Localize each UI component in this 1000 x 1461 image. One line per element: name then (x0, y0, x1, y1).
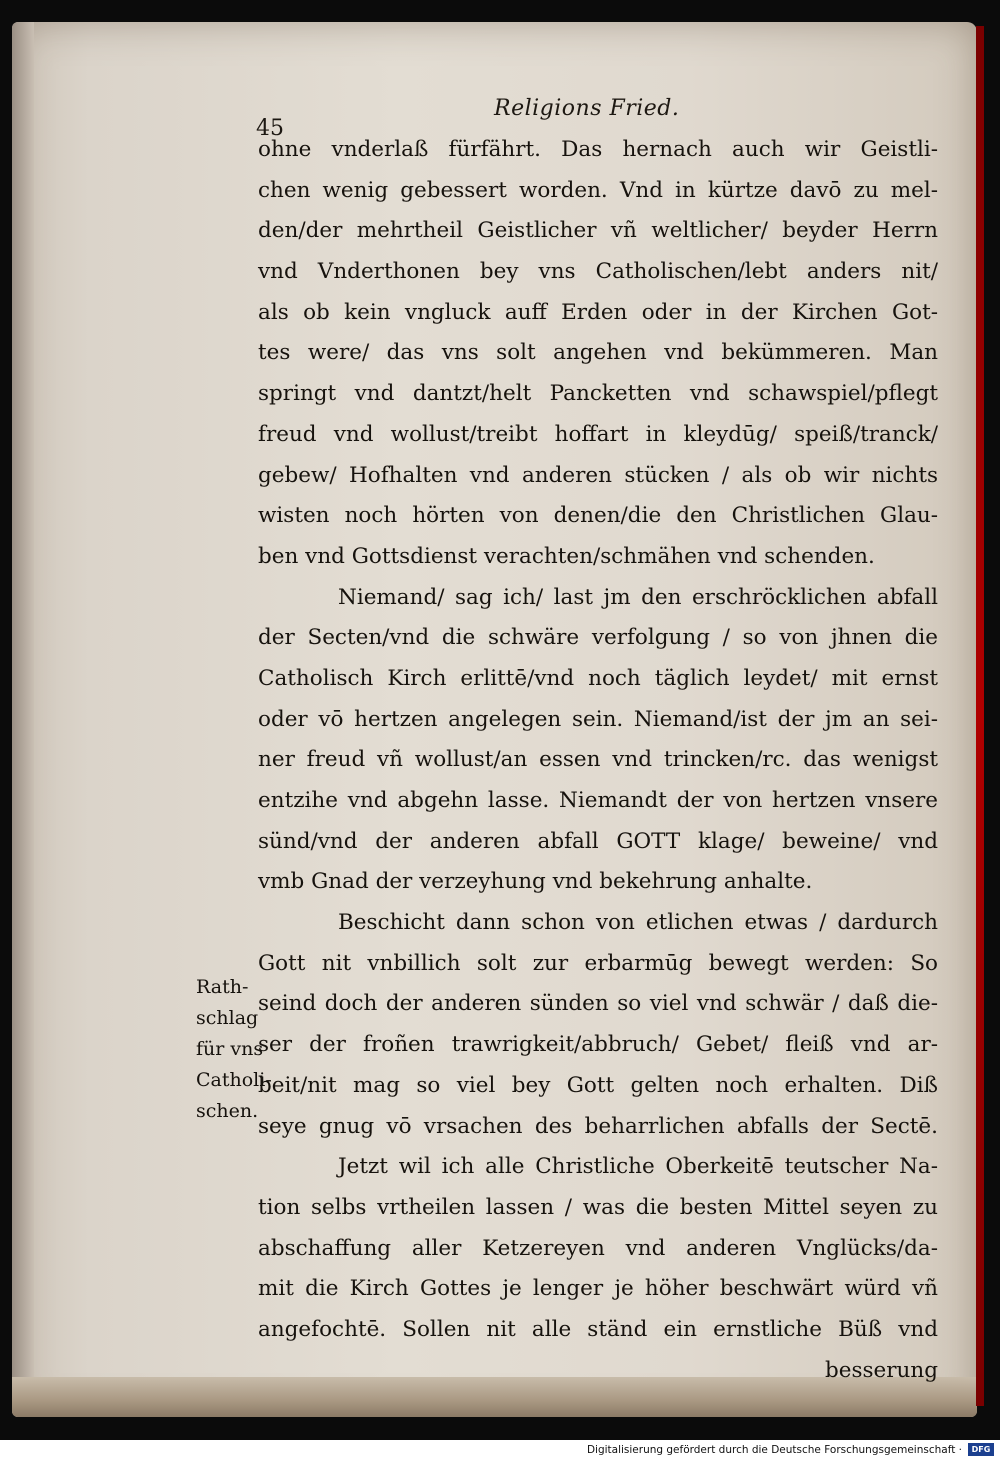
text-line: vnd Vnderthonen bey vns Catholischen/lebt anders nit/ (258, 259, 938, 285)
text-line: seind doch der anderen sünden so viel vnd schwär / daß die- (258, 991, 938, 1017)
text-line: Gott nit vnbillich solt zur erbarmūg bewegt werden: So (258, 950, 938, 976)
footer-bar (0, 1440, 1000, 1461)
page-header (244, 78, 934, 141)
marginal-line: schen. (196, 1100, 259, 1122)
main-text (258, 130, 938, 1391)
dfg-logo: DFG (968, 1443, 994, 1456)
text-line: Catholisch Kirch erlittē/vnd noch täglich leydet/ mit ernst (258, 665, 938, 691)
text-line: ben vnd Gottsdienst verachten/schmähen vnd schenden. (258, 543, 875, 569)
page-number: 45 (256, 116, 284, 141)
text-line: entzihe vnd abgehn lasse. Niemandt der von hertzen vnsere (258, 788, 938, 813)
text-line: freud vnd wollust/treibt hoffart in kleydūg/ speiß/tranck/ (258, 421, 938, 447)
funding-credit: Digitalisierung gefördert durch die Deutsche Forschungsgemeinschaft · (586, 1444, 962, 1456)
text-line: vmb Gnad der verzeyhung vnd bekehrung anhalte. (258, 869, 813, 895)
text-line: beit/nit mag so viel bey Gott gelten noch erhalten. Diß (258, 1072, 938, 1098)
catchword: besserung (824, 1357, 938, 1383)
text-line: Jetzt wil ich alle Christliche Oberkeitē teutscher Na- (338, 1154, 938, 1180)
page-left-edge (12, 22, 34, 1417)
text-line: oder vō hertzen angelegen sein. Niemand/ist der jm an sei- (258, 706, 938, 732)
text-line: tes were/ das vns solt angehen vnd bekümmeren. Man (258, 340, 938, 366)
marginal-line: schlag (196, 1007, 259, 1029)
text-line: ner freud vñ wollust/an essen vnd trincken/rc. das wenigst (258, 747, 938, 773)
text-line: abschaffung aller Ketzereyen vnd anderen Vnglücks/da- (258, 1235, 938, 1261)
text-line: der Secten/vnd die schwäre verfolgung / so von jhnen die (258, 625, 938, 651)
text-line: tion selbs vrtheilen lassen / was die besten Mittel seyen zu (258, 1194, 938, 1220)
text-line: Beschicht dann schon von etlichen etwas / dardurch (338, 910, 938, 936)
text-line: chen wenig gebessert worden. Vnd in kürtze davō zu mel- (258, 177, 938, 203)
text-line: mit die Kirch Gottes je lenger je höher beschwärt würd vñ (258, 1276, 938, 1302)
text-line: als ob kein vngluck auff Erden oder in der Kirchen Got- (258, 299, 938, 325)
running-head: Religions Fried. (494, 96, 680, 121)
text-line: Niemand/ sag ich/ last jm den erschröcklichen abfall (338, 584, 938, 610)
marginal-note (196, 972, 286, 1127)
text-line: springt vnd dantzt/helt Pancketten vnd schawspiel/pflegt (258, 381, 938, 407)
text-line: seye gnug vō vrsachen des beharrlichen abfalls der Sectē. (258, 1113, 938, 1139)
marginal-line: für vns (196, 1038, 264, 1060)
text-line: wisten noch hörten von denen/die den Christlichen Glau- (258, 503, 938, 529)
text-line: ser der froñen trawrigkeit/abbruch/ Gebet/ fleiß vnd ar- (258, 1032, 938, 1058)
text-line: ohne vnderlaß fürfährt. Das hernach auch wir Geistli- (258, 137, 938, 162)
marginal-line: Rath- (196, 976, 249, 998)
scan-edge-strip (976, 26, 984, 1406)
text-line: sünd/vnd der anderen abfall GOTT klage/ beweine/ vnd (258, 828, 938, 854)
marginal-line: Catholi- (196, 1069, 272, 1091)
text-line: angefochtē. Sollen nit alle ständ ein ernstliche Büß vnd (258, 1316, 938, 1342)
text-line: den/der mehrtheil Geistlicher vñ weltlicher/ beyder Herrn (258, 218, 938, 244)
text-line: gebew/ Hofhalten vnd anderen stücken / als ob wir nichts (258, 462, 938, 488)
